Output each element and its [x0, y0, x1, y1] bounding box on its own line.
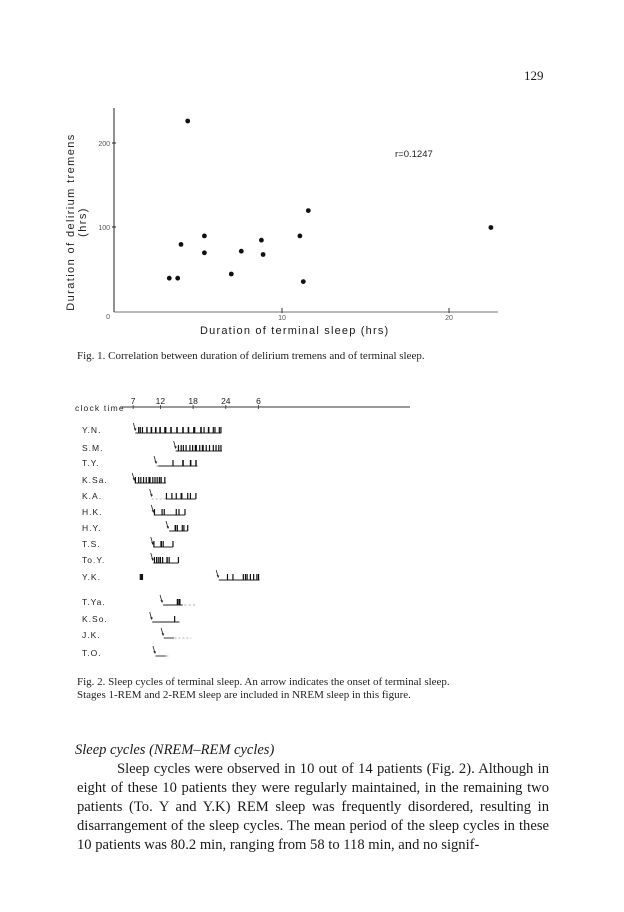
rem-block [220, 445, 221, 451]
rem-block [135, 477, 136, 483]
rem-block [154, 557, 155, 563]
rem-block [142, 574, 143, 580]
rem-block [227, 574, 228, 580]
patient-row-11 [82, 595, 196, 607]
rem-block [187, 525, 188, 531]
patient-row-2 [82, 441, 222, 453]
fig2-caption-line1: Fig. 2. Sleep cycles of terminal sleep. An arrow indicates the onset of terminal sleep. [77, 676, 450, 688]
rem-block [163, 541, 164, 547]
rem-block [140, 427, 141, 433]
rem-block [151, 427, 153, 433]
patient-label: T.S. [82, 539, 101, 549]
onset-arrowhead [154, 461, 157, 464]
rem-block [187, 493, 188, 499]
rem-block [155, 427, 157, 433]
rem-block [164, 427, 166, 433]
scatter-point-11 [298, 234, 303, 239]
onset-arrowhead [150, 494, 153, 497]
rem-block [159, 477, 160, 483]
patient-label: K.A. [82, 491, 103, 501]
rem-block [153, 541, 154, 547]
patient-row-9 [82, 553, 179, 565]
rem-block [178, 557, 179, 563]
rem-block [164, 477, 165, 483]
onset-arrowhead [134, 428, 137, 431]
rem-block [220, 427, 221, 433]
scatter-point-2 [167, 276, 172, 281]
scatter-points [167, 119, 493, 284]
rem-block [183, 445, 184, 451]
rem-block [170, 427, 172, 433]
onset-arrowhead [151, 558, 154, 561]
patient-label: Y.N. [82, 425, 102, 435]
fig1-y-axis-label: Duration of delirium tremens (hrs) [65, 133, 89, 311]
rem-block [157, 477, 158, 483]
rem-block [148, 477, 150, 483]
scatter-point-4 [179, 242, 184, 247]
rem-block [152, 477, 153, 483]
rem-block [160, 557, 161, 563]
rem-block [195, 493, 196, 499]
patient-rows [82, 423, 260, 658]
clock-tick-label-4: 6 [256, 396, 261, 406]
rem-block [181, 445, 182, 451]
patient-row-14 [82, 646, 170, 658]
rem-block [213, 427, 214, 433]
rem-block [141, 574, 142, 580]
rem-block [214, 427, 215, 433]
rem-block [156, 557, 157, 563]
rem-block [159, 427, 161, 433]
clock-tick-label-2: 18 [188, 396, 198, 406]
fig1-x-axis-label: Duration of terminal sleep (hrs) [200, 325, 390, 337]
scatter-point-5 [202, 234, 207, 239]
patient-row-5 [82, 489, 196, 501]
rem-block [184, 509, 185, 515]
patient-row-13 [82, 628, 191, 640]
rem-block [219, 427, 220, 433]
page-number: 129 [524, 68, 544, 83]
scatter-point-12 [301, 279, 306, 284]
patient-row-6 [82, 505, 186, 517]
clock-tick-label-1: 12 [155, 396, 166, 406]
patient-row-7 [82, 521, 188, 533]
rem-block [206, 445, 207, 451]
rem-block [202, 445, 204, 451]
patient-label: H.K. [82, 507, 103, 517]
rem-block [176, 509, 177, 515]
onset-arrowhead [153, 651, 156, 654]
patient-row-4 [82, 473, 166, 485]
rem-block [158, 557, 159, 563]
rem-block [218, 445, 219, 451]
rem-block [140, 477, 141, 483]
scatter-point-8 [239, 249, 244, 254]
patient-row-3 [82, 456, 197, 468]
rem-block [160, 541, 162, 547]
x-tick-label-10: 10 [278, 315, 286, 322]
patient-label: T.Ya. [82, 597, 106, 607]
onset-arrowhead [217, 575, 220, 578]
rem-block [178, 445, 179, 451]
scatter-point-6 [202, 250, 207, 255]
rem-block [190, 460, 192, 466]
rem-block [183, 525, 184, 531]
patient-label: H.Y. [82, 523, 102, 533]
rem-block [178, 509, 179, 515]
patient-row-10 [82, 570, 260, 582]
rem-block [253, 574, 254, 580]
rem-block [185, 445, 186, 451]
rem-block [209, 445, 210, 451]
rem-block [215, 445, 216, 451]
scatter-point-10 [261, 252, 266, 257]
rem-block [200, 427, 202, 433]
rem-block [182, 460, 184, 466]
patient-row-12 [82, 612, 179, 624]
rem-block [250, 574, 251, 580]
y-tick-label-100: 100 [98, 225, 110, 232]
rem-block [179, 599, 181, 605]
rem-block [243, 574, 244, 580]
rem-block [166, 557, 167, 563]
rem-block [213, 445, 214, 451]
patient-label: S.M. [82, 443, 104, 453]
fig1-scatter-plot [0, 0, 624, 340]
patient-label: K.Sa. [82, 475, 108, 485]
rem-block [154, 509, 155, 515]
rem-block [195, 460, 196, 466]
clock-tick-label-0: 7 [130, 396, 136, 406]
rem-block [140, 574, 141, 580]
onset-arrowhead [160, 600, 163, 603]
rem-block [146, 427, 147, 433]
rem-block [208, 427, 210, 433]
y-tick-label-200: 200 [98, 141, 110, 148]
patient-row-8 [82, 537, 174, 549]
x-tick-label-20: 20 [445, 315, 453, 322]
rem-block [177, 525, 178, 531]
patient-label: Y.K. [82, 572, 101, 582]
clock-tick-label-3: 24 [221, 396, 231, 406]
scatter-point-9 [259, 238, 264, 243]
onset-arrowhead [166, 526, 169, 529]
scatter-point-1 [185, 119, 190, 124]
fig2-caption-line2: Stages 1-REM and 2-REM sleep are included in NREM sleep in this figure. [77, 689, 411, 701]
onset-arrowhead [174, 446, 177, 449]
onset-arrowhead [150, 617, 153, 620]
rem-block [138, 427, 139, 433]
rem-block [190, 493, 191, 499]
rem-block [161, 509, 162, 515]
patient-label: T.O. [82, 648, 102, 658]
patient-label: T.Y. [82, 458, 100, 468]
rem-block [182, 427, 184, 433]
patient-label: To.Y. [82, 555, 106, 565]
paragraph-text: Sleep cycles were observed in 10 out of 14 patients (Fig. 2). Although in eight of these 10 patients they were regularly maintained, in the remaining two patients (To. Y and Y.K) REM sleep was frequently disordered, resulting in disarrangement of the sleep cycles. The mean period of the sleep cycles in these 10 patients was 80.2 min, ranging from 58 to 118 min, and no signif- [77, 761, 549, 853]
rem-block [169, 557, 170, 563]
rem-block [166, 493, 167, 499]
rem-block [189, 445, 190, 451]
rem-block [154, 477, 155, 483]
fig1-caption: Fig. 1. Correlation between duration of delirium tremens and of terminal sleep. [77, 350, 425, 362]
rem-block [175, 525, 177, 531]
section-heading: Sleep cycles (NREM–REM cycles) [75, 742, 275, 758]
scatter-point-3 [175, 276, 180, 281]
correlation-label: r=0.1247 [395, 149, 433, 160]
clock-time-label: clock time [75, 403, 125, 413]
rem-block [172, 541, 173, 547]
rem-block [143, 477, 144, 483]
onset-arrowhead [162, 633, 165, 636]
rem-block [232, 574, 233, 580]
rem-block [181, 493, 183, 499]
patient-row-1 [82, 423, 222, 435]
patient-label: J.K. [82, 630, 101, 640]
rem-block [245, 574, 246, 580]
rem-block [138, 477, 139, 483]
patient-label: K.So. [82, 614, 108, 624]
rem-block [160, 477, 161, 483]
scatter-point-13 [306, 208, 311, 213]
rem-block [142, 427, 143, 433]
fig2-sleep-cycles [0, 390, 624, 670]
rem-block [188, 427, 190, 433]
rem-block [195, 445, 197, 451]
rem-block [247, 574, 248, 580]
rem-block [164, 509, 165, 515]
scatter-point-14 [489, 225, 494, 230]
rem-block [193, 427, 195, 433]
rem-block [176, 493, 177, 499]
rem-block [162, 557, 163, 563]
rem-block [172, 460, 173, 466]
rem-block [192, 445, 193, 451]
rem-block [199, 445, 200, 451]
body-paragraph [77, 760, 549, 855]
rem-block [182, 525, 183, 531]
rem-block [203, 427, 204, 433]
rem-block [171, 493, 172, 499]
x-tick-label-0: 0 [106, 314, 110, 321]
rem-block [258, 574, 259, 580]
rem-block [256, 574, 257, 580]
rem-block [176, 427, 178, 433]
rem-block [174, 616, 175, 622]
rem-block [146, 477, 147, 483]
scatter-point-7 [229, 272, 234, 277]
rem-block [177, 599, 179, 605]
